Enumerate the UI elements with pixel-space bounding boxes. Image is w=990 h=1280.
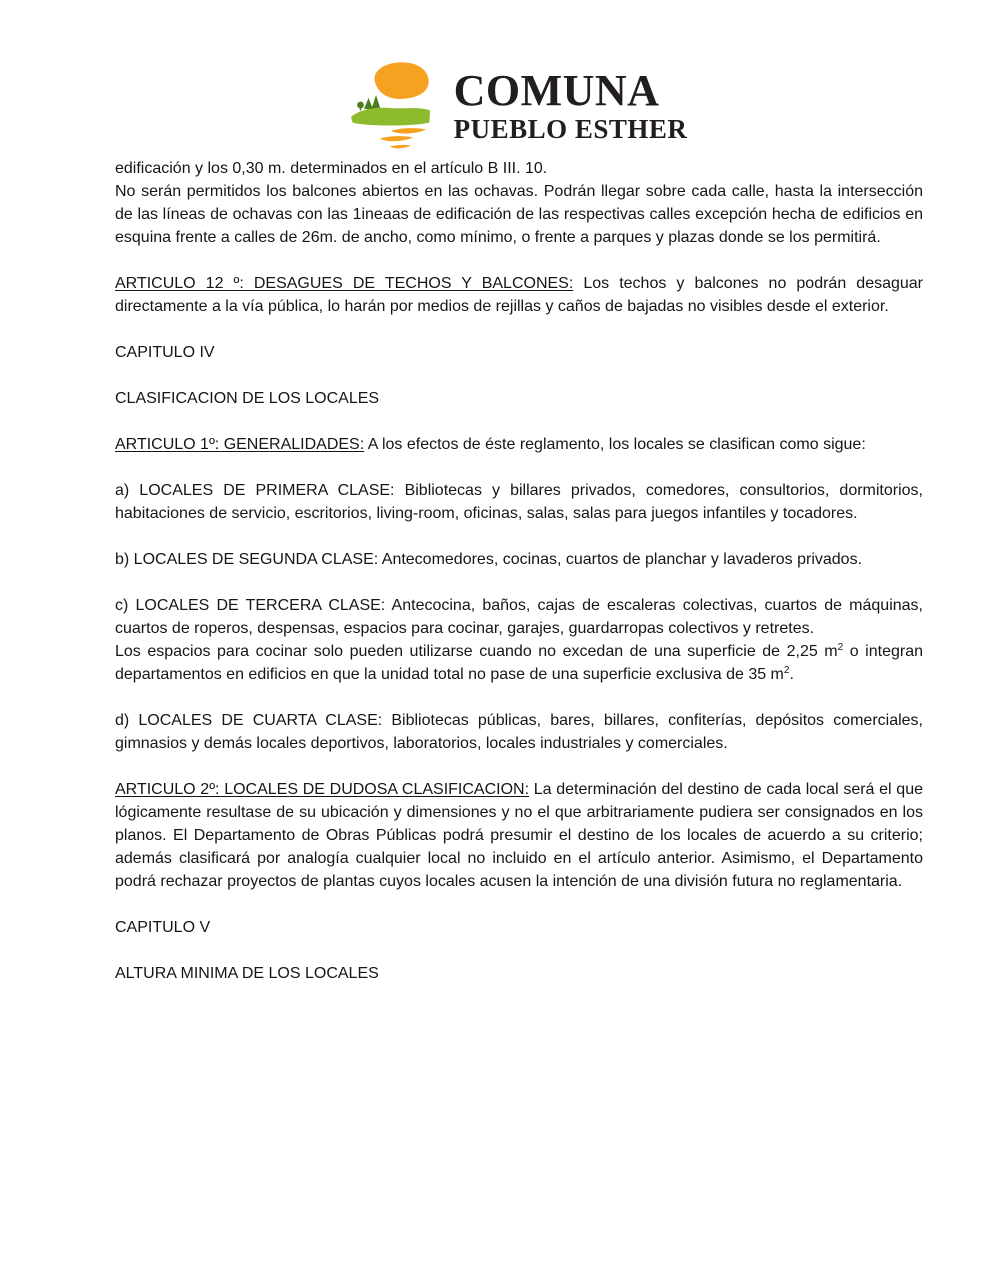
locales-primera-clase	[115, 479, 923, 525]
capitulo-iv-heading	[115, 341, 923, 364]
text-span: o integran departamentos en edificios en que la unidad total no pase de una superficie exclusiva de 35 m	[115, 643, 923, 683]
text-span: edificación y los 0,30 m. determinados en el artículo B III. 10.	[115, 160, 548, 177]
superscript: 2	[783, 665, 790, 676]
text-span: b) LOCALES DE SEGUNDA CLASE: Antecomedores, cocinas, cuartos de planchar y lavaderos privados.	[115, 551, 863, 568]
locales-cuarta-clase	[115, 709, 923, 755]
articulo-12-desagues	[115, 272, 923, 318]
text-span: ALTURA MINIMA DE LOS LOCALES	[115, 965, 379, 982]
paragraph-continuation	[115, 157, 923, 180]
clasificacion-locales-heading	[115, 387, 923, 410]
text-span: CAPITULO V	[115, 919, 211, 936]
espacios-para-cocinar	[115, 640, 923, 686]
altura-minima-heading	[115, 962, 923, 985]
text-span: d) LOCALES DE CUARTA CLASE: Bibliotecas públicas, bares, billares, confiterías, depósitos comerciales, gimnasios y demás locales deportivos, laboratorios, locales industriales y comerciales.	[115, 712, 923, 752]
text-span: No serán permitidos los balcones abiertos en las ochavas. Podrán llegar sobre cada calle, hasta la intersección de las líneas de ochavas con las 1ineaas de edificación de las respectivas calles excepción hecha de edificios en esquina frente a calles de 26m. de ancho, como mínimo, o frente a parques y plazas donde se los permitirá.	[115, 183, 923, 246]
text-span: .	[789, 666, 794, 683]
text-span: CLASIFICACION DE LOS LOCALES	[115, 390, 380, 407]
article-heading-underlined: ARTICULO 1º: GENERALIDADES:	[115, 436, 365, 453]
land-icon	[351, 108, 430, 126]
text-span: La determinación del destino de cada local será el que lógicamente resultase de su ubicación y dimensiones y no el que arbitrariamente pudiera ser consignados en los planos. El Departamento de Obras Públicas podrá presumir el destino de los locales de acuerdo a su criterio; además clasificará por analogía cualquier local no incluido en el artículo anterior. Asimismo, el Departamento podrá rechazar proyectos de plantas cuyos locales acusen la intención de una división futura no reglamentaria.	[115, 781, 924, 890]
comuna-pueblo-esther-logo-icon	[345, 60, 450, 152]
text-span: c) LOCALES DE TERCERA CLASE: Antecocina, baños, cajas de escaleras colectivas, cuartos de máquinas, cuartos de roperos, despensas, espacios para cocinar, garajes, guardarropas colectivos y retretes.	[115, 597, 923, 637]
article-heading-underlined: ARTICULO 12 º: DESAGUES DE TECHOS Y BALCONES:	[115, 275, 574, 292]
logo-subtitle: PUEBLO ESTHER	[453, 114, 688, 144]
text-span: a) LOCALES DE PRIMERA CLASE: Bibliotecas y billares privados, comedores, consultorios, dormitorios, habitaciones de servicio, escritorios, living-room, oficinas, salas, salas para juegos infantiles y tocadores.	[115, 482, 923, 522]
articulo-1-generalidades	[115, 433, 923, 456]
sun-icon	[374, 62, 428, 99]
waves-icon	[380, 128, 426, 148]
logo	[345, 60, 688, 152]
text-span: CAPITULO IV	[115, 344, 215, 361]
logo-wordmark	[453, 66, 688, 144]
text-span: Los techos y balcones no podrán desaguar directamente a la vía pública, lo harán por medios de rejillas y caños de bajadas no visibles desde el exterior.	[115, 275, 924, 315]
superscript: 2	[837, 642, 844, 653]
document-body	[0, 152, 990, 985]
locales-tercera-clase	[115, 594, 923, 640]
logo-title: COMUNA	[453, 66, 660, 115]
capitulo-v-heading	[115, 916, 923, 939]
articulo-2-dudosa-clasificacion	[115, 778, 923, 893]
paragraph-balcones-ochavas	[115, 180, 923, 249]
text-span: A los efectos de éste reglamento, los locales se clasifican como sigue:	[364, 436, 866, 453]
text-span: Los espacios para cocinar solo pueden utilizarse cuando no excedan de una superficie de 2,25 m	[115, 643, 838, 660]
locales-segunda-clase	[115, 548, 923, 571]
article-heading-underlined: ARTICULO 2º: LOCALES DE DUDOSA CLASIFICACION:	[115, 781, 530, 798]
